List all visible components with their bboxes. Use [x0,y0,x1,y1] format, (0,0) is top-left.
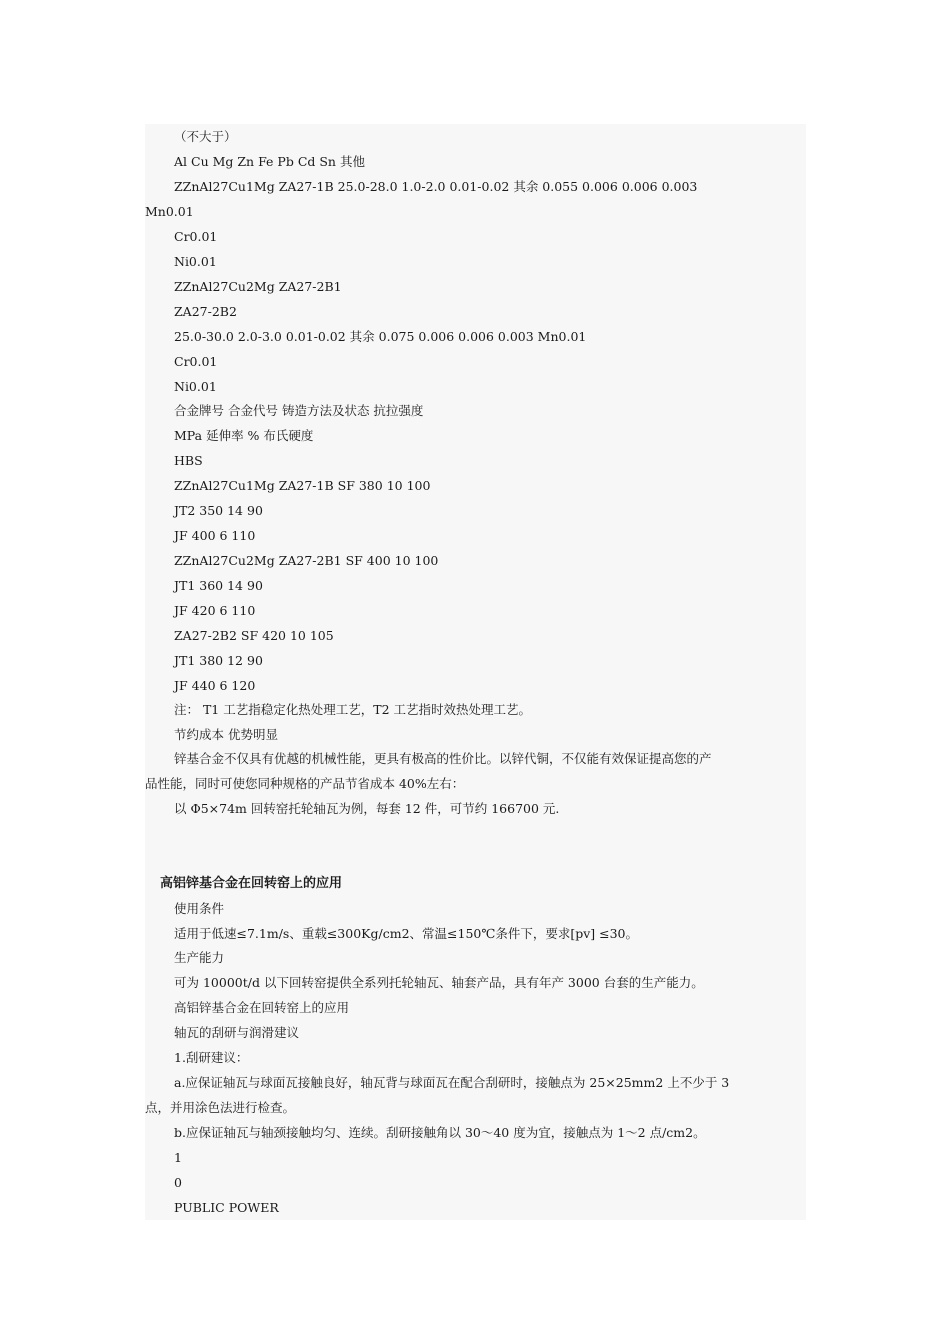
text-line: JF 420 6 110 [174,603,256,618]
text-line: 锌基合金不仅具有优越的机械性能，更具有极高的性价比。以锌代铜，不仅能有效保证提高您的产 [174,751,712,766]
text-line: b.应保证轴瓦与轴颈接触均匀、连续。刮研接触角以 30～40 度为宜，接触点为 1～2 点/cm2。 [174,1125,706,1140]
text-line: 0 [174,1175,182,1190]
text-line: 1.刮研建议： [174,1050,249,1065]
text-line: a.应保证轴瓦与球面瓦接触良好，轴瓦背与球面瓦在配合刮研时，接触点为 25×25mm2 上不少于 3 [174,1075,730,1090]
text-line: Al Cu Mg Zn Fe Pb Cd Sn 其他 [174,154,365,169]
text-line: 1 [174,1150,182,1165]
text-line: 适用于低速≤7.1m/s、重载≤300Kg/cm2、常温≤150℃条件下，要求[pv] ≤30。 [174,926,639,941]
text-line: JT1 380 12 90 [174,653,263,668]
text-line: （不大于） [174,129,237,144]
text-line: 轴瓦的刮研与润滑建议 [174,1025,300,1040]
text-line: 25.0-30.0 2.0-3.0 0.01-0.02 其余 0.075 0.006 0.006 0.003 Mn0.01 [174,329,587,344]
text-line: 以 Φ5×74m 回转窑托轮轴瓦为例，每套 12 件，可节约 166700 元. [174,801,560,816]
text-line: 品性能，同时可使您同种规格的产品节省成本 40%左右： [145,776,465,791]
text-line: ZA27-2B2 SF 420 10 105 [174,628,334,643]
section-heading: 高铝锌基合金在回转窑上的应用 [160,876,343,891]
text-line: HBS [174,453,203,468]
text-line: 注： T1 工艺指稳定化热处理工艺，T2 工艺指时效热处理工艺。 [174,702,532,717]
text-line: 可为 10000t/d 以下回转窑提供全系列托轮轴瓦、轴套产品，具有年产 3000 台套的生产能力。 [174,975,704,990]
text-line: ZZnAl27Cu1Mg ZA27-1B 25.0-28.0 1.0-2.0 0.01-0.02 其余 0.055 0.006 0.006 0.003 [174,179,698,194]
text-line: PUBLIC POWER [174,1200,279,1215]
text-line: 使用条件 [174,901,225,916]
text-line: JF 440 6 120 [174,678,256,693]
text-line: Cr0.01 [174,229,218,244]
text-line: 生产能力 [174,950,225,965]
text-line: JT1 360 14 90 [174,578,263,593]
text-line: ZA27-2B2 [174,304,237,319]
text-line: 节约成本 优势明显 [174,727,278,742]
text-line: Cr0.01 [174,354,218,369]
text-line: Ni0.01 [174,379,217,394]
text-line: JT2 350 14 90 [174,503,263,518]
text-line: JF 400 6 110 [174,528,256,543]
text-line: MPa 延伸率 % 布氏硬度 [174,428,314,443]
text-line: Ni0.01 [174,254,217,269]
text-line: 合金牌号 合金代号 铸造方法及状态 抗拉强度 [174,403,424,418]
text-line: Mn0.01 [145,204,194,219]
text-line: ZZnAl27Cu1Mg ZA27-1B SF 380 10 100 [174,478,431,493]
text-line: ZZnAl27Cu2Mg ZA27-2B1 [174,279,342,294]
text-line: 点，并用涂色法进行检查。 [145,1100,296,1115]
text-line: 高铝锌基合金在回转窑上的应用 [174,1000,350,1015]
text-line: ZZnAl27Cu2Mg ZA27-2B1 SF 400 10 100 [174,553,439,568]
